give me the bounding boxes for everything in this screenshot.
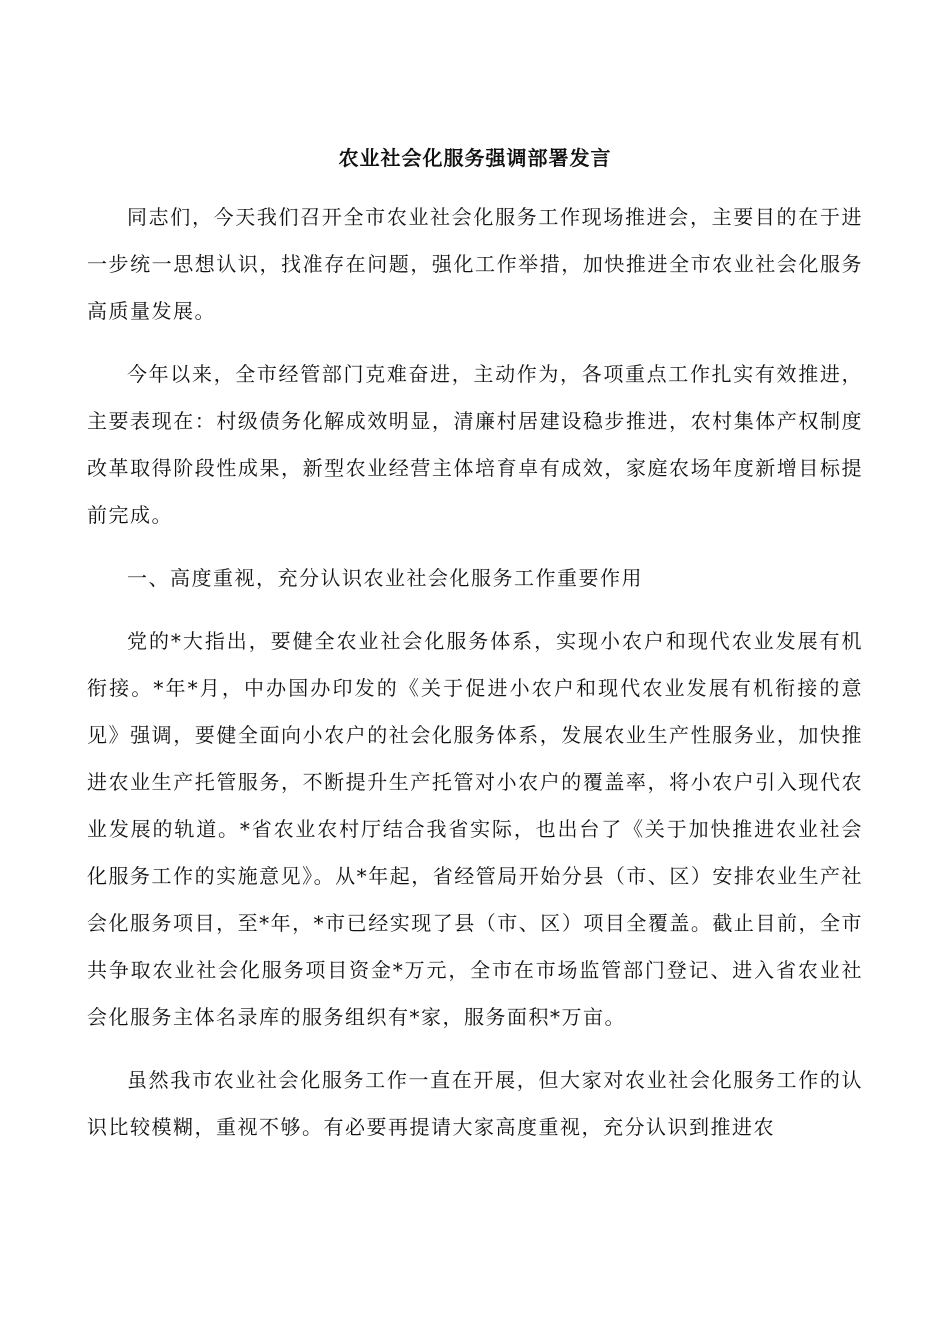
document-title: 农业社会化服务强调部署发言 <box>338 146 612 170</box>
paragraph-achievements: 今年以来，全市经管部门克难奋进，主动作为，各项重点工作扎实有效推进，主要表现在：村级债务化解成效明显，清廉村居建设稳步推进，农村集体产权制度改革取得阶段性成果，新型农业经营主体培育卓有成效，家庭农场年度新增目标提前完成。 <box>87 362 863 527</box>
paragraph-opening: 同志们，今天我们召开全市农业社会化服务工作现场推进会，主要目的在于进一步统一思想认识，找准存在问题，强化工作举措，加快推进全市农业社会化服务高质量发展。 <box>87 205 863 323</box>
section-heading-one: 一、高度重视，充分认识农业社会化服务工作重要作用 <box>127 566 643 590</box>
paragraph-current-awareness: 虽然我市农业社会化服务工作一直在开展，但大家对农业社会化服务工作的认识比较模糊，重视不够。有必要再提请大家高度重视，充分认识到推进农 <box>87 1068 863 1139</box>
document-body <box>87 139 863 1167</box>
paragraph-policy-background: 党的*大指出，要健全农业社会化服务体系，实现小农户和现代农业发展有机衔接。*年*月，中办国办印发的《关于促进小农户和现代农业发展有机衔接的意见》强调，要健全面向小农户的社会化服务体系，发展农业生产性服务业，加快推进农业生产托管服务，不断提升生产托管对小农户的覆盖率，将小农户引入现代农业发展的轨道。*省农业农村厅结合我省实际，也出台了《关于加快推进农业社会化服务工作的实施意见》。从*年起，省经管局开始分县（市、区）安排农业生产社会化服务项目，至*年，*市已经实现了县（市、区）项目全覆盖。截止目前，全市共争取农业社会化服务项目资金*万元，全市在市场监管部门登记、进入省农业社会化服务主体名录库的服务组织有*家，服务面积*万亩。 <box>87 629 863 1029</box>
